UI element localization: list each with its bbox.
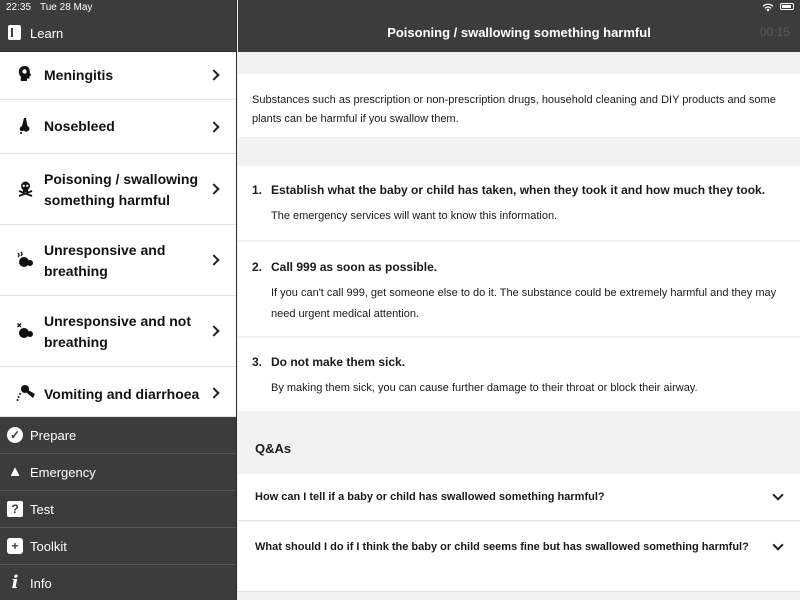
nose-icon <box>16 117 34 135</box>
chevron-down-icon <box>772 489 783 500</box>
step-number: 3. <box>252 355 263 369</box>
chevron-down-icon <box>772 539 783 550</box>
wifi-icon <box>762 3 774 15</box>
step-2 <box>238 242 800 336</box>
page-title: Poisoning / swallowing something harmful <box>387 25 651 40</box>
sidebar-title: Learn <box>30 26 64 41</box>
step-heading: Establish what the baby or child has taken, when they took it and how much they took. <box>271 183 766 197</box>
qa-question: What should I do if I think the baby or child seems fine but has swallowed something harmful? <box>255 541 749 553</box>
status-bar <box>0 0 800 14</box>
step-heading: Do not make them sick. <box>271 355 406 369</box>
step-body: If you can't call 999, get someone else to do it. The substance could be extremely harmful and they may need urgent medical attention. <box>271 287 777 320</box>
check-circle-icon: ✓ <box>7 427 23 443</box>
section-label: Prepare <box>30 428 77 443</box>
sidebar-item-poisoning[interactable] <box>0 154 236 225</box>
sidebar-section-test[interactable] <box>0 491 236 528</box>
sidebar-item-vomiting[interactable] <box>0 367 236 417</box>
unresponsive-not-breathing-icon <box>16 322 34 340</box>
step-3 <box>238 338 800 411</box>
chevron-right-icon <box>208 254 219 265</box>
sidebar-item-label: Poisoning / swallowing something harmful <box>44 171 199 208</box>
sidebar-item-nosebleed[interactable] <box>0 100 236 154</box>
battery-icon <box>780 3 794 10</box>
warning-icon: ▲ <box>7 463 23 480</box>
status-date: Tue 28 May <box>40 2 93 13</box>
section-label: Test <box>30 502 54 517</box>
step-1 <box>238 166 800 240</box>
sidebar <box>0 0 237 600</box>
sidebar-section-info[interactable] <box>0 565 236 600</box>
sidebar-item-meningitis[interactable] <box>0 52 236 100</box>
skull-icon <box>16 180 34 198</box>
chevron-right-icon <box>208 387 219 398</box>
head-icon <box>16 65 34 83</box>
sidebar-section-emergency[interactable] <box>0 454 236 491</box>
topic-list <box>0 52 236 417</box>
sidebar-item-unresponsive-not-breathing[interactable] <box>0 296 236 367</box>
step-heading: Call 999 as soon as possible. <box>271 260 438 274</box>
section-label: Info <box>30 576 52 591</box>
sidebar-item-unresponsive-breathing[interactable] <box>0 225 236 296</box>
main-panel <box>238 0 800 600</box>
step-body: The emergency services will want to know this information. <box>271 210 558 222</box>
step-body: By making them sick, you can cause further damage to their throat or block their airway. <box>271 382 698 394</box>
qa-item[interactable] <box>238 474 800 521</box>
timer: 00:15 <box>759 25 790 39</box>
sidebar-item-label: Unresponsive and breathing <box>44 242 166 279</box>
sidebar-item-label: Meningitis <box>44 67 114 83</box>
vomiting-icon <box>16 384 34 402</box>
step-number: 2. <box>252 260 263 274</box>
intro-text: Substances such as prescription or non-prescription drugs, household cleaning and DIY products and some plants can be harmful if you swallow them. <box>238 74 800 137</box>
section-label: Emergency <box>30 465 96 480</box>
first-aid-kit-icon: + <box>7 538 23 554</box>
book-icon <box>8 25 21 40</box>
qa-item[interactable] <box>238 522 800 592</box>
chevron-right-icon <box>208 183 219 194</box>
step-number: 1. <box>252 183 263 197</box>
sidebar-item-label: Unresponsive and not breathing <box>44 313 192 350</box>
sidebar-item-label: Nosebleed <box>44 118 115 134</box>
section-label: Toolkit <box>30 539 67 554</box>
qa-question: How can I tell if a baby or child has swallowed something harmful? <box>255 491 605 503</box>
chevron-right-icon <box>208 121 219 132</box>
qa-heading: Q&As <box>255 441 292 456</box>
chevron-right-icon <box>208 325 219 336</box>
unresponsive-breathing-icon <box>16 251 34 269</box>
sidebar-item-label: Vomiting and diarrhoea <box>44 386 200 402</box>
question-icon: ? <box>7 501 23 517</box>
chevron-right-icon <box>208 69 219 80</box>
sidebar-section-toolkit[interactable] <box>0 528 236 565</box>
sidebar-section-prepare[interactable] <box>0 417 236 454</box>
info-icon: i <box>11 572 19 593</box>
status-time: 22:35 <box>6 2 32 13</box>
